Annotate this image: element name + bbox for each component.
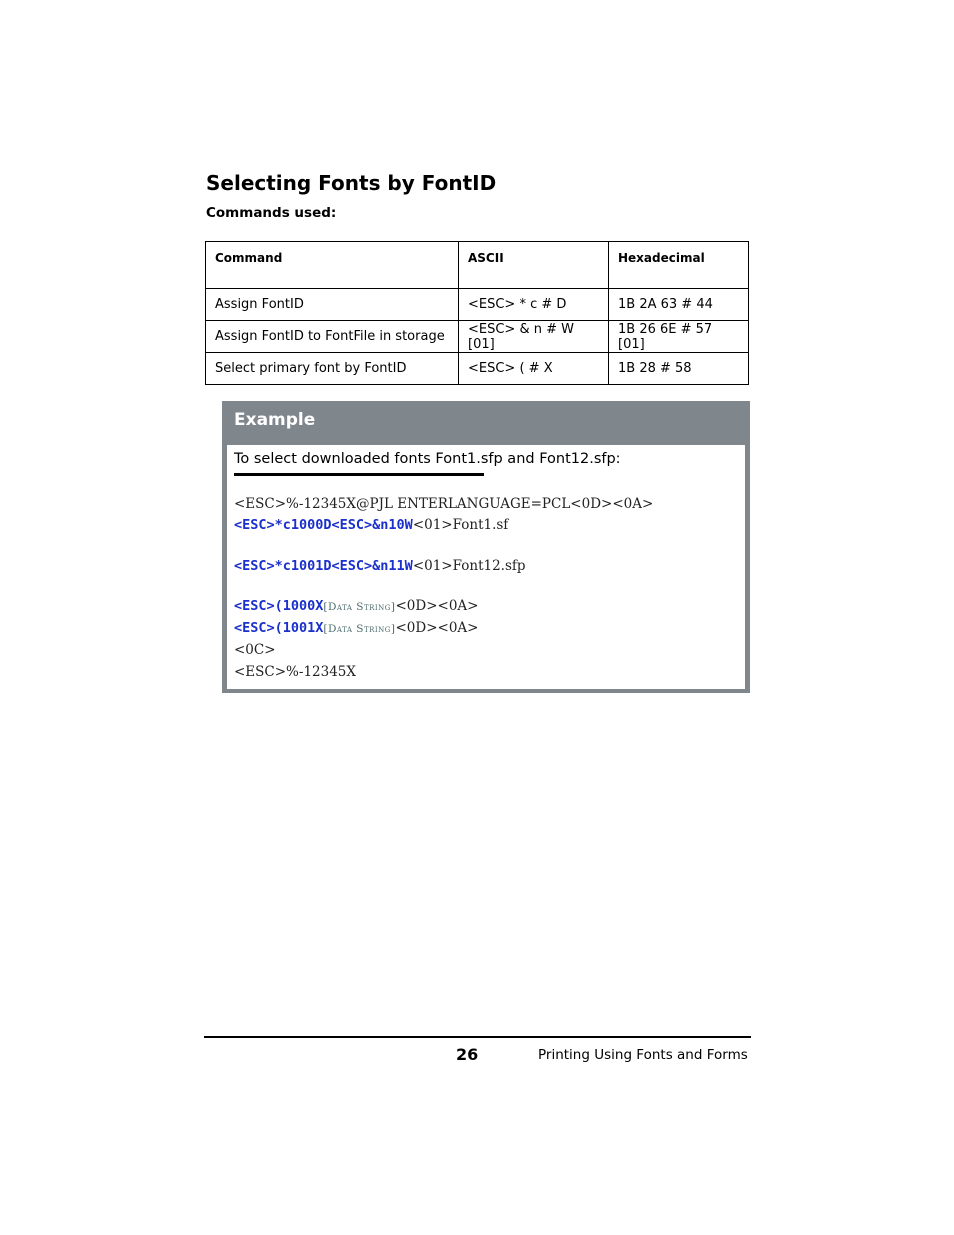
cell-ascii: <ESC> ( # X [459,353,609,385]
cell-ascii: <ESC> & n # W [01] [459,321,609,353]
example-box [222,401,750,693]
page-title: Selecting Fonts by FontID [206,171,497,195]
code-command: <ESC>*c1000D<ESC>&n10W [234,517,413,533]
commands-used-label: Commands used: [206,205,337,221]
example-intro: To select downloaded fonts Font1.sfp and Font12.sfp: [234,451,621,467]
code-line-1: <ESC>%-12345X@PJL ENTERLANGUAGE=PCL<0D><0A> [234,496,654,512]
header-hexadecimal: Hexadecimal [609,242,749,289]
cell-command: Assign FontID to FontFile in storage [206,321,459,353]
code-text: <01>Font12.sfp [412,558,526,574]
footer-divider [204,1036,751,1038]
code-line-3 [234,558,526,574]
header-command: Command [206,242,459,289]
header-ascii: ASCII [459,242,609,289]
table-row [206,353,749,385]
code-command: <ESC>(1000X [234,598,324,614]
code-command: <ESC>*c1001D<ESC>&n11W [234,558,413,574]
code-text: <0D><0A> [395,620,479,636]
cell-command: Assign FontID [206,289,459,321]
cell-command: Select primary font by FontID [206,353,459,385]
code-line-6: <0C> [234,642,276,658]
cell-hex: 1B 28 # 58 [609,353,749,385]
example-title: Example [234,410,316,430]
example-body [227,445,745,689]
table-row [206,321,749,353]
cell-hex: 1B 26 6E # 57 [01] [609,321,749,353]
code-parameter: [Data String] [323,601,396,613]
code-text: <0D><0A> [395,598,479,614]
cell-ascii: <ESC> * c # D [459,289,609,321]
code-parameter: [Data String] [323,623,396,635]
intro-underline [234,473,484,476]
table-header-row [206,242,749,289]
footer-section-title: Printing Using Fonts and Forms [538,1047,748,1063]
commands-table [205,241,749,385]
code-command: <ESC>(1001X [234,620,324,636]
table-row [206,289,749,321]
cell-hex: 1B 2A 63 # 44 [609,289,749,321]
page-number: 26 [456,1045,479,1064]
code-line-5 [234,620,478,636]
code-line-4 [234,598,478,614]
code-line-7: <ESC>%-12345X [234,664,357,680]
code-text: <01>Font1.sf [412,517,509,533]
code-line-2 [234,517,508,533]
